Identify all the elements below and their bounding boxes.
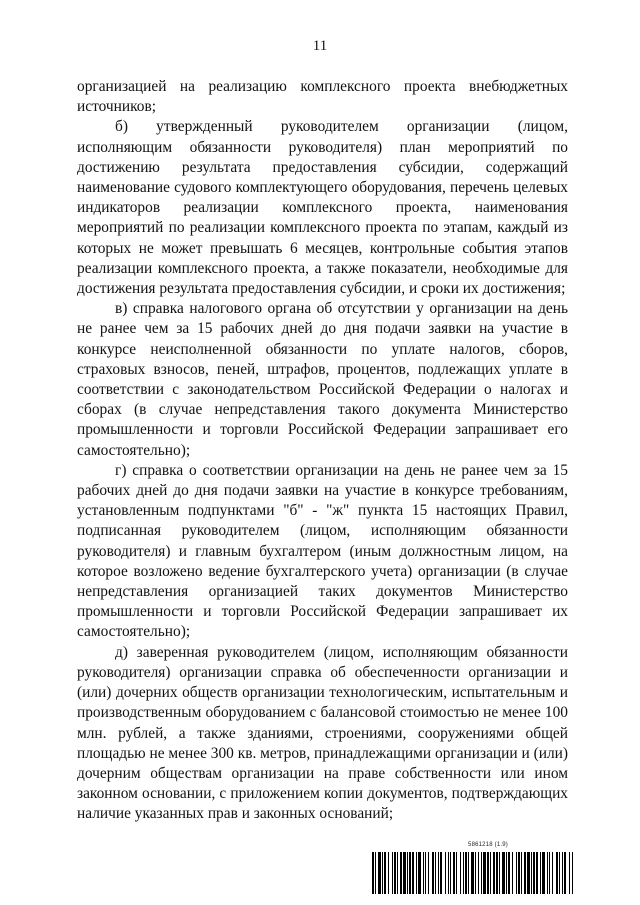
barcode-icon [372,852,574,894]
barcode-caption: 5861218 (1.9) [468,842,508,848]
paragraph-item-b: б) утвержденный руководителем организации (лицом, исполняющим обязанности руководителя) план мероприятий по достижению результата предоставления субсидии, содержащий наименование судового комплектующего оборудования, перечень целевых индикаторов реализации комплексного проекта, наименования мероприятий по реализации комплексного проекта по этапам, каждый из которых не может превышать 6 месяцев, контрольные события этапов реализации комплексного проекта, а также показатели, необходимые для достижения результата предоставления субсидии, и сроки их достижения; [77,118,568,298]
paragraph-item-g: г) справка о соответствии организации на день не ранее чем за 15 рабочих дней до дня подачи заявки на участие в конкурсе требованиям, установленным подпунктами "б" - "ж" пункта 15 настоящих Правил, подписанная руководителем (лицом, исполняющим обязанности руководителя) и главным бухгалтером (иным должностным лицом, на которое возложено ведение бухгалтерского учета) организации (в случае непредставления организацией таких документов Министерство промышленности и торговли Российской Федерации запрашивает их самостоятельно); [77,461,568,641]
document-barcode [372,842,574,894]
paragraph-continuation: организацией на реализацию комплексного проекта внебюджетных источников; [77,78,568,116]
paragraph-item-d: д) заверенная руководителем (лицом, исполняющим обязанности руководителя) организации справка об обеспеченности организации и (или) дочерних обществ организации технологическим, испытательным и производственным оборудованием с балансовой стоимостью не менее 100 млн. рублей, а также зданиями, строениями, сооружениями общей площадью не менее 300 кв. метров, принадлежащими организации и (или) дочерним обществам организации на праве собственности или ином законном основании, с приложением копии документов, подтверждающих наличие указанных прав и законных оснований; [77,643,568,823]
page-number: 11 [312,38,328,54]
paragraph-item-v: в) справка налогового органа об отсутствии у организации на день не ранее чем за 15 рабочих дней до дня подачи заявки на участие в конкурсе неисполненной обязанности по уплате налогов, сборов, страховых взносов, пеней, штрафов, процентов, подлежащих уплате в соответствии с законодательством Российской Федерации о налогах и сборах (в случае непредставления такого документа Министерство промышленности и торговли Российской Федерации запрашивает его самостоятельно); [77,300,568,459]
document-body [77,77,568,825]
